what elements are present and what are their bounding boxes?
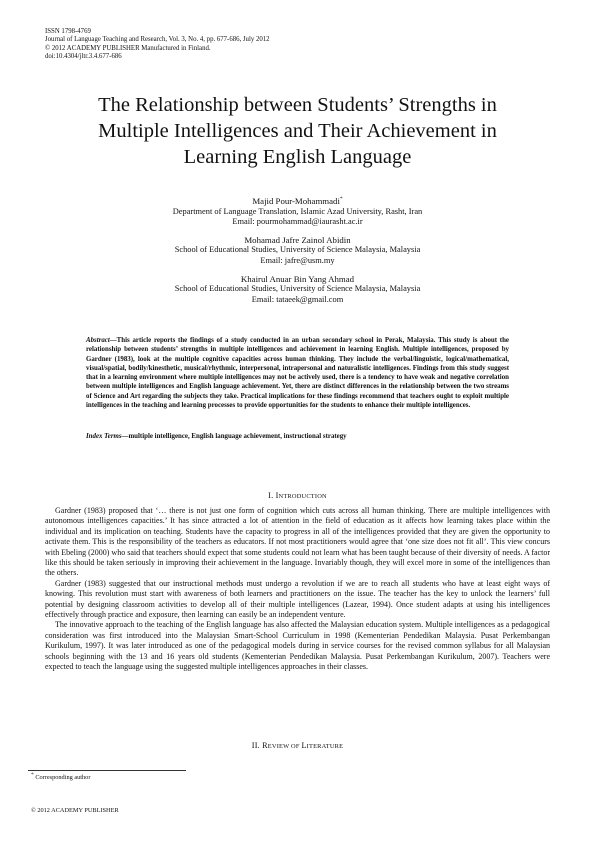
paragraph: Gardner (1983) proposed that ‘… there is not just one form of cognition which cuts across all human thinking. There are multiple intelligences with autonomous intelligences capacities.’ It has since attracted a lot of attention in the field of education as it affects how learning takes place within the individual and its implication on teaching. Students have the capacity to progress in all of the intelligences provided that they are given the opportunity to activate them. This is the responsibility of the teachers as educators. If not most practitioners would agree that ‘one size does not fit all’. This view concurs with Ebeling (2000) who said that teachers should expect that some students could not learn what has been taught because of their diversity of needs. A factor like this should be taken seriously in improving their achievement in the language. Invariably though, they will excel more in some of the intelligences than the others. [45,506,550,578]
footnote-mark: * [31,771,34,778]
doi-line: doi:10.4304/jltr.3.4.677-686 [45,53,122,61]
author-name: Mohamad Jafre Zainol Abidin [244,234,351,245]
author-block [40,235,555,267]
journal-header [45,28,270,62]
paper-title [40,92,555,170]
abstract-text: —This article reports the findings of a study conducted in an urban secondary school in Perak, Malaysia. This study is about the relationship between students’ strengths in multiple intelligences and achievement in learning English. Multiple intelligences, proposed by Gardner (1983), look at the multiple cognitive capacities across human thinking. They include the verbal/linguistic, logical/mathematical, visual/spatial, bodily/kinesthetic, musical/rhythmic, interpersonal, intrapersonal and naturalistic intelligences. Findings from this study suggest that in a learning environment where multiple intelligences may not be actively used, there is a tendency to have weak and negative correlation between multiple intelligences and English language achievement. Yet, there are distinct differences in the relationship between the two streams of Science and Art regarding the subjects they take. Practical implications for these findings recommend that teachers ought to exploit multiple intelligences in the teaching and learning processes to provide opportunities for the students to enhance their multiple intelligences. [86,337,509,410]
author-name-text: Majid Pour-Mohammadi [252,196,340,206]
author-affiliation: Department of Language Translation, Islamic Azad University, Rasht, Iran [172,206,423,216]
footnote-text: Corresponding author [33,774,91,781]
author-name [40,196,555,207]
section-initial: R [262,741,268,750]
copyright-line: © 2012 ACADEMY PUBLISHER Manufactured in Finland. [45,44,211,52]
journal-citation: Journal of Language Teaching and Research, Vol. 3, No. 4, pp. 677-686, July 2012 [45,36,270,44]
title-line: The Relationship between Students’ Strengths in [98,94,497,116]
abstract [86,336,509,410]
section-numeral: II. [251,741,263,750]
author-affiliation: School of Educational Studies, University of Science Malaysia, Malaysia [174,245,421,255]
index-terms-label: Index Terms [86,433,122,440]
section-heading-introduction [40,491,555,500]
author-email: Email: tataeek@gmail.com [251,294,344,304]
author-affiliation: School of Educational Studies, University of Science Malaysia, Malaysia [174,284,421,294]
index-terms [86,432,509,441]
section-numeral: I. [268,491,276,500]
author-list [40,196,555,312]
title-line: Learning English Language [183,146,412,168]
section-title-rest: EVIEW OF [267,743,302,750]
section-title-rest: ITERATURE [306,743,344,750]
title-line: Multiple Intelligences and Their Achievement in [98,120,497,142]
section-heading-literature-review [40,741,555,750]
section-initial: L [301,741,307,750]
footnote-rule [28,770,186,771]
index-terms-text: —multiple intelligence, English language achievement, instructional strategy [121,433,347,440]
body-text [45,506,550,673]
author-name: Khairul Anuar Bin Yang Ahmad [240,273,355,284]
page-footer: © 2012 ACADEMY PUBLISHER [31,807,119,814]
corresponding-mark: * [339,196,343,203]
author-email: Email: jafre@usm.my [260,255,335,265]
issn-line: ISSN 1798-4769 [45,28,91,35]
paragraph: Gardner (1983) suggested that our instructional methods must undergo a revolution if we are to reach all students who have at least eight ways of knowing. This revolution must start with awareness of both learners and practitioners on the issue. The teacher has the key to unlock the learners’ full potential by designing classroom activities to develop all of their multiple intelligences (Lazear, 1994). Once student adapts at using his intelligences effectively through practice and exposure, then learning can easily be an independent venture. [45,578,550,620]
author-block [40,274,555,306]
author-block [40,196,555,228]
footnote [31,771,91,781]
abstract-label: Abstract [86,337,110,344]
section-title-rest: NTRODUCTION [278,493,327,500]
author-email: Email: pourmohammad@iaurasht.ac.ir [232,217,363,227]
paragraph: The innovative approach to the teaching of the English language has also affected the Malaysian education system. Multiple intelligences as a pedagogical consideration was first introduced into the Malaysian Smart-School Curriculum in 1998 (Kementerian Pendedikan Malaysia. Pusat Perkembangan Kurikulum, 1997). It was later introduced as one of the pedagogical models during in service courses for the revised common syllabus for all Malaysian schools beginning with the 13 and 16 years old students (Kementerian Pendedikan Malaysia. Pusat Perkembangan Kurikulum, 2007). Teachers were expected to teach the language using the suggested multiple intelligences approaches in their classes. [45,620,550,672]
section-initial: I [275,491,279,500]
